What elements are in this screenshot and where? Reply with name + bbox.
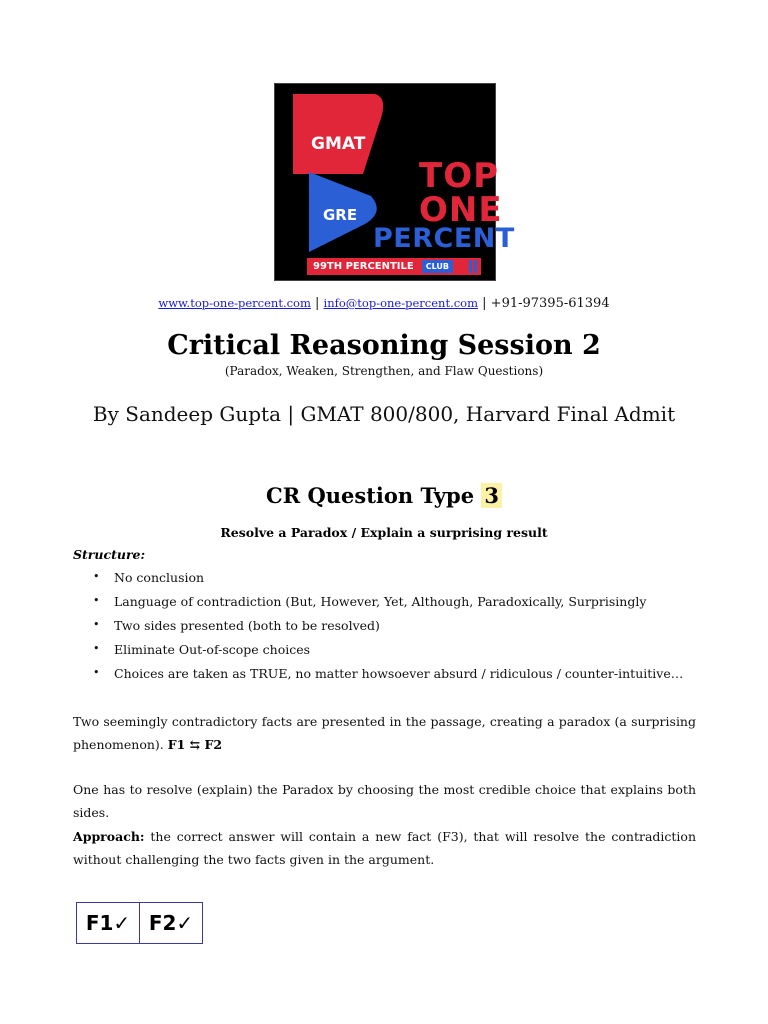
logo-percentile-text: 99TH PERCENTILE [313,261,414,272]
website-link[interactable]: www.top-one-percent.com [158,296,311,310]
section-heading-number: 3 [481,483,502,508]
fact-cell-f2: F2✓ [139,903,202,943]
list-item: • Two sides presented (both to be resolved) [93,618,380,633]
contact-separator: | [482,296,487,311]
email-link[interactable]: info@top-one-percent.com [323,296,478,310]
facts-table [76,902,203,944]
list-item: • No conclusion [93,570,205,585]
author-byline: By Sandeep Gupta | GMAT 800/800, Harvard Final Admit [92,402,676,426]
bullet-icon: • [93,594,100,607]
list-item: • Language of contradiction (But, However, Yet, Although, Paradoxically, Surprisingly [93,594,647,609]
bullet-icon: • [93,570,100,583]
logo-stripes [469,260,477,273]
logo-percent-text: PERCENT [373,223,515,254]
bullet-icon: • [93,642,100,655]
logo-club-bar [307,258,481,275]
bullet-icon: • [93,618,100,631]
section-heading [0,483,768,508]
list-item: • Choices are taken as TRUE, no matter howsoever absurd / ridiculous / counter-intuitive… [93,666,684,681]
brand-logo [274,83,515,281]
paragraph-approach: Approach: the correct answer will contain a new fact (F3), that will resolve the contradiction without challenging the two facts given in the argument. [73,829,696,867]
bullet-icon: • [93,666,100,679]
logo-club-text: CLUB [422,260,453,273]
logo-one-text: ONE [419,190,503,230]
logo-gre-text: GRE [323,206,358,224]
section-heading-prefix: CR Question Type [266,483,475,508]
paragraph-paradox: Two seemingly contradictory facts are presented in the passage, creating a paradox (a surprising phenomenon). F1 ⇆ F2 [73,714,696,752]
logo-top-text: TOP [419,156,500,196]
document-title: Critical Reasoning Session 2 [167,330,601,361]
paragraph-resolve: One has to resolve (explain) the Paradox by choosing the most credible choice that explains both sides. [73,782,696,820]
section-subheading: Resolve a Paradox / Explain a surprising result [220,525,548,540]
logo-gmat-text: GMAT [311,134,366,154]
document-subtitle: (Paradox, Weaken, Strengthen, and Flaw Questions) [224,364,544,378]
structure-label: Structure: [73,547,146,562]
contact-separator: | [315,296,320,311]
list-item: • Eliminate Out-of-scope choices [93,642,311,657]
fact-cell-f1: F1✓ [85,911,131,935]
contact-line [0,296,768,311]
structure-list [93,570,683,690]
approach-label: Approach: [73,829,145,844]
f1-f2-notation: F1 ⇆ F2 [167,737,223,752]
phone-number: +91-97395-61394 [490,296,610,311]
